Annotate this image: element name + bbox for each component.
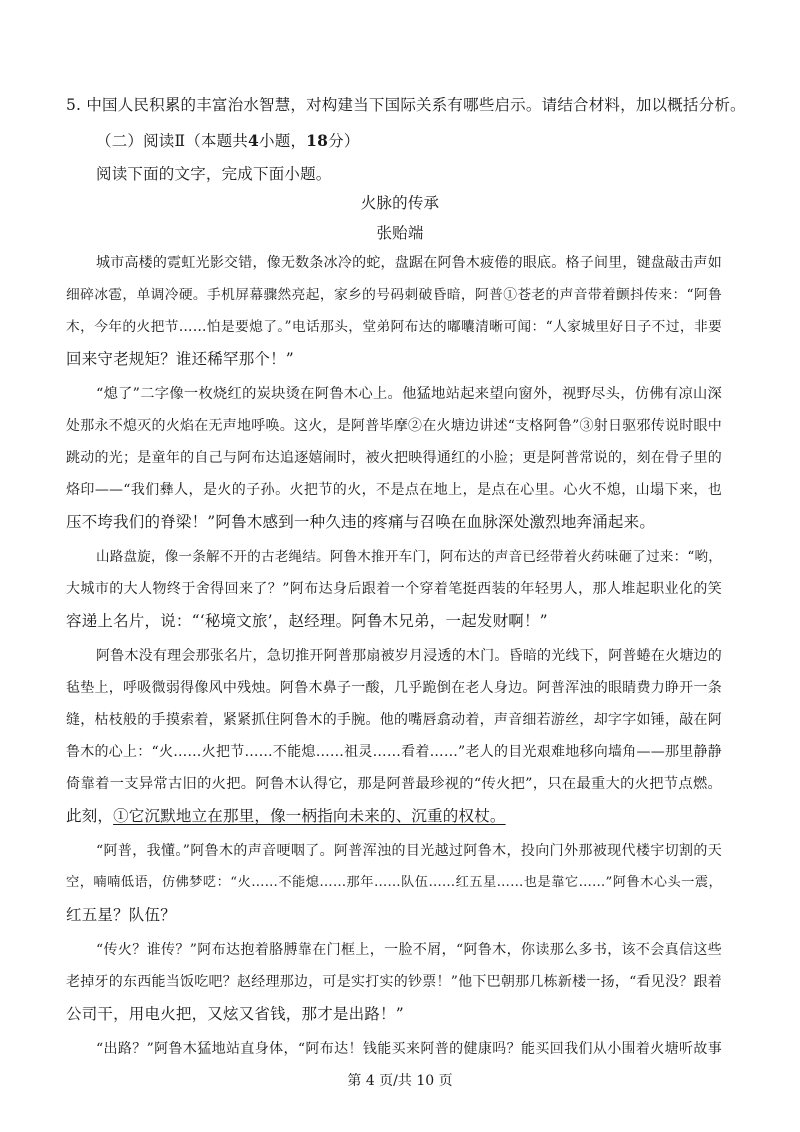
text-line: 容递上名片，说：“‘秘境文旅’，赵经理。阿鲁木兄弟，一起发财啊！” xyxy=(66,612,548,630)
text-line: “熄了”二字像一枚烧红的炭块烫在阿鲁木心上。他猛地站起来望向窗外，视野尽头，仿佛有凉山深 xyxy=(96,386,722,402)
text-line: “传火？谁传？”阿布达抱着胳膊靠在门框上，一脸不屑，“阿鲁木，你读那么多书，该不会真信这些 xyxy=(96,942,722,958)
question-5: 5. 中国人民积累的丰富治水智慧，对构建当下国际关系有哪些启示。请结合材料，加以概括分析。 xyxy=(66,96,746,114)
text-line: 跳动的光；是童年的自己与阿布达追逐嬉闹时，被火把映得通红的小脸；更是阿普常说的，刻在骨子里的 xyxy=(66,450,722,466)
text-line: 压不垮我们的脊梁！”阿鲁木感到一种久违的疼痛与召唤在血脉深处激烈地奔涌起来。 xyxy=(66,513,656,531)
section-prefix: （二）阅读Ⅱ（本题共 xyxy=(96,132,249,150)
text-line: 红五星？队伍？ xyxy=(66,906,176,924)
section-suffix: 分） xyxy=(328,132,360,150)
text-line: 空，喃喃低语，仿佛梦呓：“火……不能熄……那年……队伍……红五星……也是靠它……”阿鲁木心头一震， xyxy=(66,875,722,890)
section-middle: 小题， xyxy=(259,132,307,150)
text-line: “阿普，我懂。”阿鲁木的声音哽咽了。阿普浑浊的目光越过阿鲁木，投向门外那被现代楼宇切割的天 xyxy=(96,843,722,859)
page-footer: 第 4 页/共 10 页 xyxy=(347,1073,453,1089)
text-line: 阿鲁木没有理会那张名片，急切推开阿普那扇被岁月浸透的木门。昏暗的光线下，阿普蜷在火塘边的 xyxy=(96,648,722,664)
section-count: 4 xyxy=(248,131,260,150)
article-title: 火脉的传承 xyxy=(360,194,440,212)
text-line: 毡垫上，呼吸微弱得像风中残烛。阿鲁木鼻子一酸，几乎跪倒在老人身边。阿普浑浊的眼睛费力睁开一条 xyxy=(66,680,722,696)
instruction: 阅读下面的文字，完成下面小题。 xyxy=(96,165,332,183)
underlined-sentence-1: ①它沉默地立在那里，像一柄指向未来的、沉重的权杖。 xyxy=(113,807,506,825)
text-line: 大城市的大人物终于舍得回来了？”阿布达身后跟着一个穿着笔挺西装的年轻男人，那人堆起职业化的笑 xyxy=(66,581,722,597)
text-line: 倚靠着一支异常古旧的火把。阿鲁木认得它，那是阿普最珍视的“传火把”，只在最重大的火把节点燃。 xyxy=(66,776,722,792)
article-author: 张贻端 xyxy=(376,224,424,242)
text-line: 公司干，用电火把，又炫又省钱，那才是出路！” xyxy=(66,1005,404,1023)
text-fragment: 此刻， xyxy=(66,807,114,825)
text-line: 老掉牙的东西能当饭吃吧？赵经理那边，可是实打实的钞票！”他下巴朝那几栋新楼一扬，“看见没？跟着 xyxy=(66,974,722,990)
section-heading xyxy=(96,131,360,151)
text-line: 城市高楼的霓虹光影交错，像无数条冰冷的蛇，盘踞在阿鲁木疲倦的眼底。格子间里，键盘敲击声如 xyxy=(96,255,722,271)
text-line: 细碎冰雹，单调冷硬。手机屏幕骤然亮起，家乡的号码刺破昏暗，阿普①苍老的声音带着颤抖传来：“阿鲁 xyxy=(66,287,722,303)
text-line xyxy=(66,806,506,826)
text-line: 木，今年的火把节……怕是要熄了。”电话那头，堂弟阿布达的嘟囔清晰可闻：“人家城里好日子不过，非要 xyxy=(66,319,722,335)
text-line: 山路盘旋，像一条解不开的古老绳结。阿鲁木推开车门，阿布达的声音已经带着火药味砸了过来：“哟， xyxy=(96,549,722,565)
text-line: 回来守老规矩？谁还稀罕那个！” xyxy=(66,350,294,368)
text-line: “出路？”阿鲁木猛地站直身体，“阿布达！钱能买来阿普的健康吗？能买回我们从小围着火塘听故事 xyxy=(96,1041,722,1057)
text-line: 缝，枯枝般的手摸索着，紧紧抓住阿鲁木的手腕。他的嘴唇翕动着，声音细若游丝，却字字如锤，敲在阿 xyxy=(66,712,722,728)
section-score: 18 xyxy=(306,131,329,150)
text-line: 处那永不熄灭的火焰在无声地呼唤。这火，是阿普毕摩②在火塘边讲述“支格阿鲁”③射日驱邪传说时眼中 xyxy=(66,418,722,434)
text-line: 烙印——“我们彝人，是火的子孙。火把节的火，不是点在地上，是点在心里。心火不熄，山塌下来，也 xyxy=(66,482,722,498)
text-line: 鲁木的心上：“火……火把节……不能熄……祖灵……看着……”老人的目光艰难地移向墙角——那里静静 xyxy=(66,744,722,760)
